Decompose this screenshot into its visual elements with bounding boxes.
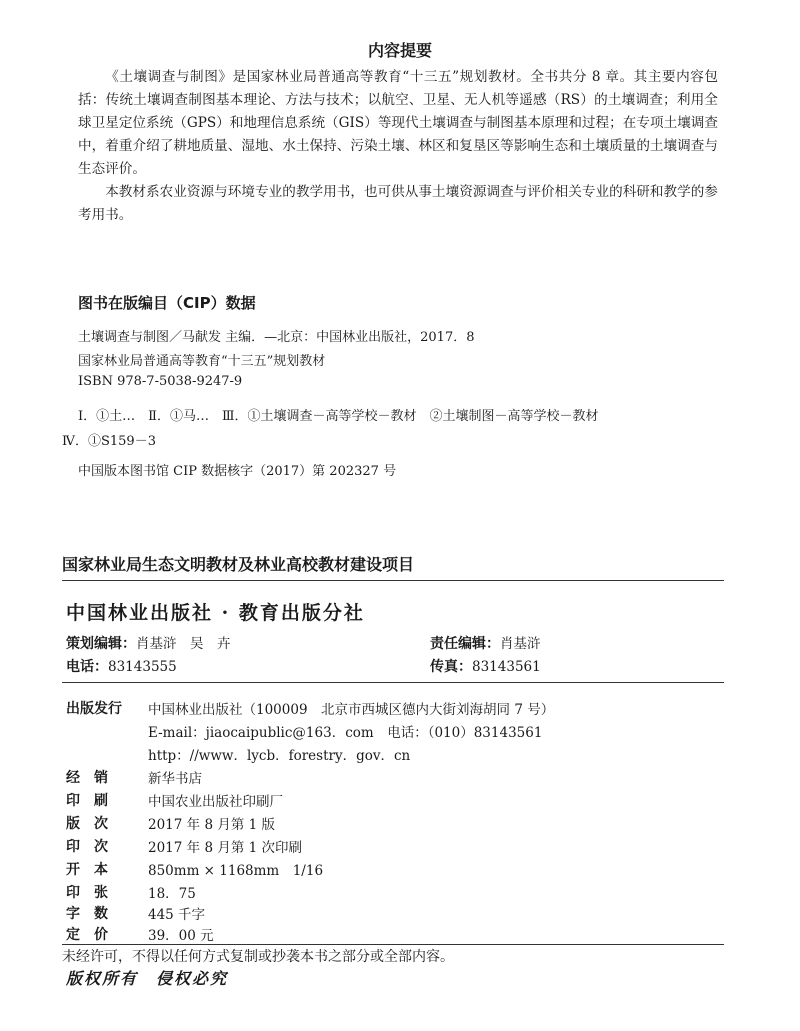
cip-line: 土壤调查与制图／马献发 主编．—北京：中国林业出版社，2017．8 [78, 330, 475, 345]
cip-line: Ⅳ．①S159－3 [62, 434, 156, 449]
responsible-editor-value: 肖基浒 [500, 636, 541, 652]
info-value: 2017 年 8 月第 1 次印刷 [148, 840, 302, 856]
responsible-editor [430, 632, 541, 653]
info-value: 850mm × 1168mm 1/16 [148, 863, 324, 879]
info-key: 开 本 [66, 862, 108, 878]
cip-title: 图书在版编目（CIP）数据 [78, 294, 256, 312]
phone [66, 656, 177, 676]
planning-editor [66, 632, 231, 653]
info-value: 445 千字 [148, 907, 206, 923]
info-value: 2017 年 8 月第 1 版 [148, 817, 275, 833]
info-value: 新华书店 [148, 771, 202, 787]
responsible-editor-label: 责任编辑： [430, 636, 500, 652]
divider [62, 580, 724, 581]
cip-line: 中国版本图书馆 CIP 数据核字（2017）第 202327 号 [78, 464, 397, 479]
info-key: 出版发行 [66, 701, 122, 717]
info-key: 印 刷 [66, 793, 108, 809]
rights-reserved: 版权所有 侵权必究 [66, 969, 229, 988]
info-key: 定 价 [66, 927, 108, 943]
publisher-name: 中国林业出版社 · 教育出版分社 [66, 602, 365, 624]
fax-label: 传真： [430, 659, 472, 675]
info-value: E-mail：jiaocaipublic@163．com 电话：（010）83143561 [148, 725, 543, 741]
info-value: 39．00 元 [148, 928, 214, 944]
fax [430, 656, 541, 676]
info-key: 印 次 [66, 839, 108, 855]
info-key: 经 销 [66, 770, 108, 786]
summary-paragraph: 本教材系农业资源与环境专业的教学用书，也可供从事土壤资源调查与评价相关专业的科研和教学的参考用书。 [78, 184, 718, 223]
info-key: 印 张 [66, 885, 108, 901]
project-title: 国家林业局生态文明教材及林业高校教材建设项目 [62, 555, 415, 574]
info-value: 18．75 [148, 886, 196, 902]
info-key: 版 次 [66, 816, 108, 832]
divider [62, 682, 724, 683]
summary-title: 内容提要 [367, 41, 432, 60]
planning-editor-value: 肖基浒 吴 卉 [136, 636, 231, 652]
divider [62, 944, 724, 945]
info-value: 中国林业出版社（100009 北京市西城区德内大街刘海胡同 7 号） [148, 702, 555, 718]
fax-value: 83143561 [472, 659, 541, 675]
cip-line: ISBN 978-7-5038-9247-9 [78, 374, 243, 389]
cip-line: Ⅰ．①土… Ⅱ．①马… Ⅲ．①土壤调查－高等学校－教材 ②土壤制图－高等学校－教材 [78, 409, 599, 424]
phone-value: 83143555 [108, 659, 177, 675]
summary-body [78, 66, 718, 227]
info-key: 字 数 [66, 906, 108, 922]
phone-label: 电话： [66, 659, 108, 675]
info-value: http：//www．lycb．forestry．gov．cn [148, 748, 411, 764]
cip-line: 国家林业局普通高等教育“十三五”规划教材 [78, 354, 326, 369]
copyright-note: 未经许可，不得以任何方式复制或抄袭本书之部分或全部内容。 [62, 949, 454, 965]
summary-paragraph: 《土壤调查与制图》是国家林业局普通高等教育“十三五”规划教材。全书共分 8 章。其主要内容包括：传统土壤调查制图基本理论、方法与技术；以航空、卫星、无人机等遥感（RS）的土壤调查；利用全球卫星定位系统（GPS）和地理信息系统（GIS）等现代土壤调查与制图基本原理和过程；在专项土壤调查中，着重介绍了耕地质量、湿地、水土保持、污染土壤、林区和复垦区等影响生态和土壤质量的土壤调查与生态评价。 [78, 69, 718, 177]
info-value: 中国农业出版社印刷厂 [148, 794, 283, 810]
planning-editor-label: 策划编辑： [66, 636, 136, 652]
